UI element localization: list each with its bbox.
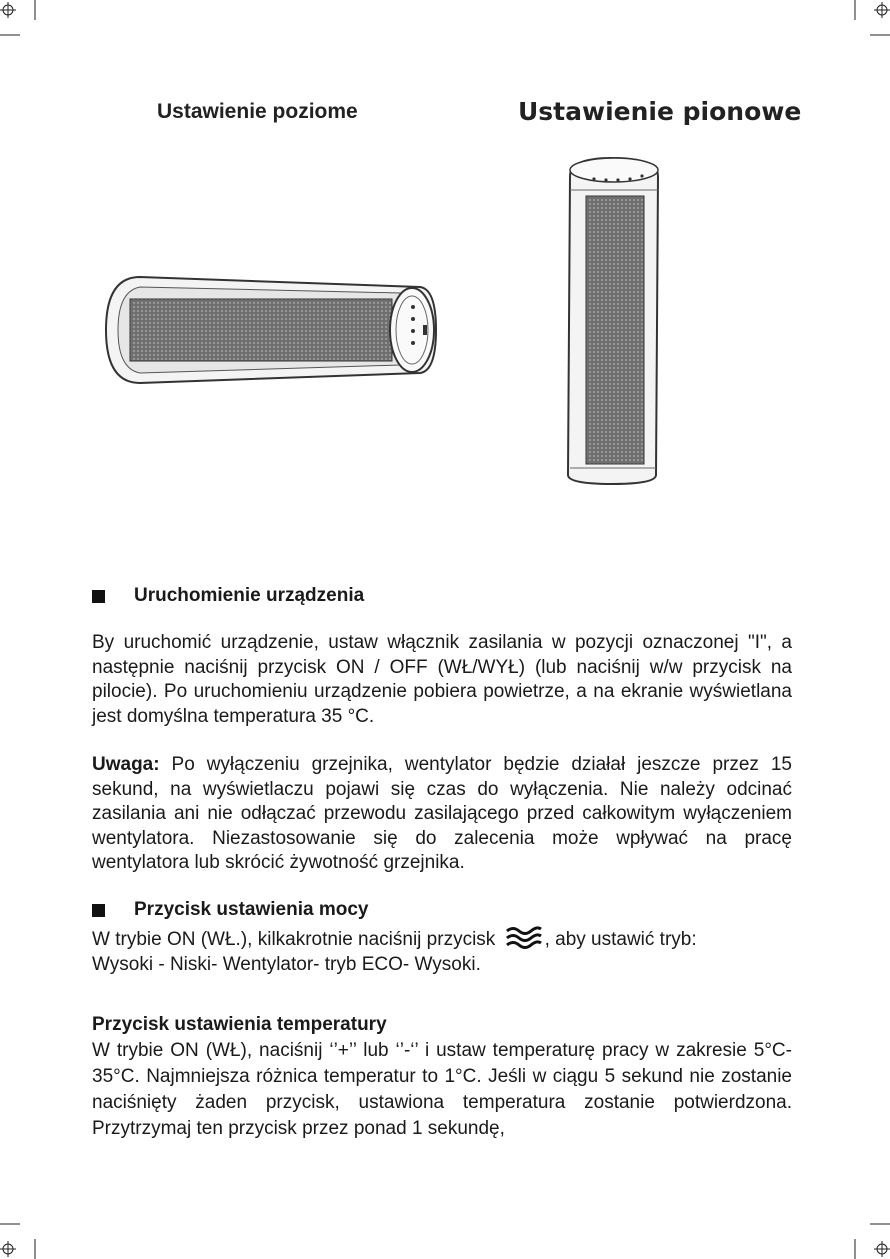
section-start-paragraph: By uruchomić urządzenie, ustaw włącznik zasilania w pozycji oznaczonej "I", a następnie naciśnij przycisk ON / OFF (WŁ/WYŁ) (lub naciśnij w/w przycisk na pilocie). Po uruchomieniu urządzenie pobiera powietrze, a na ekranie wyświetlana jest domyślna temperatura 35 °C. — [92, 632, 792, 727]
heater-horizontal-illustration — [100, 265, 445, 395]
section-power-heading — [92, 899, 792, 921]
section-power-heading-text: Przycisk ustawienia mocy — [134, 899, 369, 920]
section-start-heading-text: Uruchomienie urządzenia — [134, 585, 365, 606]
bullet-square-icon — [92, 904, 105, 917]
crop-mark-bottom-left-icon — [0, 1219, 50, 1259]
note-text: Po wyłączeniu grzejnika, wentylator będzie działał jeszcze przez 15 sekund, na wyświetlaczu pojawi się czas do wyłączenia. Nie należy odcinać zasilania ani nie odłączać przewodu zasilającego przed całkowitym wyłączeniem wentylatora. Niezastosowanie się do zalecenia może wpływać na pracę wentylatora lub skrócić żywotność grzejnika. — [92, 754, 792, 873]
section-start-heading — [92, 585, 792, 607]
section-power-line2: Wysoki - Niski- Wentylator- tryb ECO- Wysoki. — [92, 953, 481, 975]
section-temp-heading: Przycisk ustawienia temperatury — [92, 1014, 387, 1035]
caption-horizontal: Ustawienie poziome — [157, 100, 358, 123]
heater-vertical-illustration — [560, 150, 670, 490]
section-start — [92, 585, 792, 876]
section-power — [92, 899, 792, 977]
section-start-note — [92, 753, 792, 876]
crop-mark-top-left-icon — [0, 0, 50, 40]
caption-vertical: Ustawienie pionowe — [518, 97, 802, 126]
crop-mark-top-right-icon — [840, 0, 890, 40]
section-temp-paragraph: W trybie ON (WŁ), naciśnij ‘’+’’ lub ‘’-‘’ i ustaw temperaturę pracy w zakresie 5°C-35°C. Najmniejsza różnica temperatur to 1°C. Jeśli w ciągu 5 sekund nie zostanie naciśnięty żaden przycisk, ustawiona temperatura zostanie potwierdzona. Przytrzymaj ten przycisk przez ponad 1 sekundę, — [92, 1040, 792, 1139]
section-power-line1 — [92, 925, 792, 953]
waves-icon — [505, 925, 543, 951]
power-text-after: , aby ustawić tryb: — [544, 929, 697, 950]
power-text-before: W trybie ON (WŁ.), kilkakrotnie naciśnij przycisk — [92, 929, 501, 950]
crop-mark-bottom-right-icon — [840, 1219, 890, 1259]
bullet-square-icon — [92, 590, 105, 603]
section-temp — [92, 1013, 792, 1142]
note-label: Uwaga: — [92, 754, 160, 775]
